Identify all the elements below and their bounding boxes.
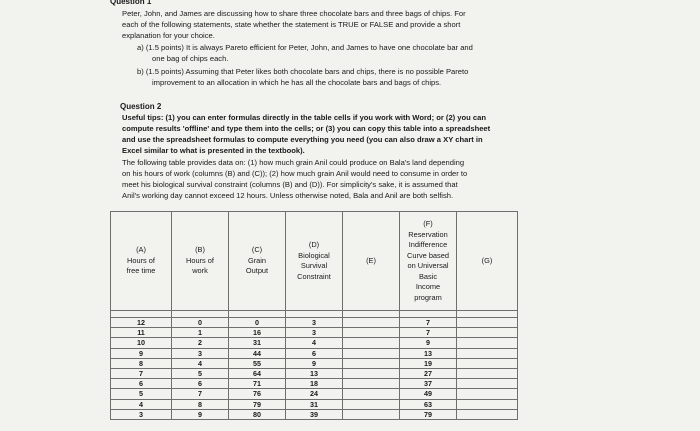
header-b-line-2: Hours of [186, 255, 214, 265]
grain-output-cell: 71 [229, 379, 286, 389]
spacer-cell [400, 311, 457, 318]
column-e-cell [343, 338, 400, 348]
header-c [229, 212, 286, 311]
spacer-cell [111, 311, 172, 318]
column-e-cell [343, 328, 400, 338]
header-a-line-1: (A) [136, 245, 146, 255]
header-b [172, 212, 229, 311]
header-g-line-1: (G) [481, 255, 493, 265]
header-f-line-3: Indifference [408, 240, 448, 249]
header-a-line-3: free time [126, 266, 156, 276]
reservation-curve-cell: 37 [400, 379, 457, 389]
spacer-cell [172, 311, 229, 318]
question-1-intro-line-2: each of the following statements, state whether the statement is TRUE or FALSE and provide a short [122, 20, 461, 29]
survival-constraint-cell: 13 [286, 368, 343, 378]
column-e-cell [343, 348, 400, 358]
column-g-cell [457, 328, 518, 338]
hours-work-cell: 2 [172, 338, 229, 348]
question-1-intro-line-1: Peter, John, and James are discussing how to share three chocolate bars and three bags of chips. For [122, 9, 466, 18]
free-time-cell: 10 [111, 338, 172, 348]
survival-constraint-cell: 6 [286, 348, 343, 358]
question-2-tip-line-3: and use the spreadsheet formulas to compute everything you need (you can also draw a XY chart in [122, 135, 483, 144]
question-2-title: Question 2 [120, 102, 162, 111]
hours-work-cell: 5 [172, 368, 229, 378]
grain-output-cell: 31 [229, 338, 286, 348]
header-f-line-4: Curve based [407, 250, 449, 260]
header-d-line-2: Biological [298, 250, 330, 260]
header-a-line-2: Hours of [127, 255, 155, 265]
free-time-cell: 12 [111, 318, 172, 328]
hours-work-cell: 6 [172, 379, 229, 389]
question-2-para-line-2: on his hours of work (columns (B) and (C)); (2) how much grain Anil would need to consume in order to [122, 169, 468, 178]
reservation-curve-cell: 13 [400, 348, 457, 358]
table-body [111, 318, 518, 420]
header-f-line-8: program [414, 292, 442, 302]
grain-output-cell: 80 [229, 409, 286, 419]
table-spacer-row [111, 311, 518, 318]
reservation-curve-cell: 7 [400, 328, 457, 338]
free-time-cell: 8 [111, 358, 172, 368]
question-2-tip-line-4: Excel similar to what is presented in the textbook). [122, 146, 305, 155]
header-d-line-3: Survival [300, 261, 328, 270]
grain-output-cell: 76 [229, 389, 286, 399]
header-f [400, 212, 457, 311]
table-row [111, 409, 518, 419]
grain-output-cell: 16 [229, 328, 286, 338]
column-g-cell [457, 338, 518, 348]
hours-work-cell: 8 [172, 399, 229, 409]
hours-work-cell: 0 [172, 318, 229, 328]
question-1-title: Question 1 [110, 0, 152, 6]
column-g-cell [457, 409, 518, 419]
table-row [111, 368, 518, 378]
free-time-cell: 7 [111, 368, 172, 378]
header-a [111, 212, 172, 311]
table-header-row [111, 212, 518, 311]
grain-output-cell: 44 [229, 348, 286, 358]
header-e [343, 212, 400, 311]
question-1-part-a-line-2: one bag of chips each. [152, 54, 229, 63]
question-2-para-line-1: The following table provides data on: (1) how much grain Anil could produce on Bala's land depending [122, 158, 465, 167]
column-g-cell [457, 318, 518, 328]
free-time-cell: 11 [111, 328, 172, 338]
reservation-curve-cell: 19 [400, 358, 457, 368]
grain-data-table [110, 211, 518, 420]
header-e-line-1: (E) [366, 255, 376, 265]
table-row [111, 328, 518, 338]
free-time-cell: 9 [111, 348, 172, 358]
reservation-curve-cell: 27 [400, 368, 457, 378]
header-d [286, 212, 343, 311]
question-1-part-b-line-2: improvement to an allocation in which he has all the chocolate bars and bags of chips. [152, 78, 442, 87]
column-e-cell [343, 368, 400, 378]
table-row [111, 338, 518, 348]
reservation-curve-cell: 79 [400, 409, 457, 419]
hours-work-cell: 3 [172, 348, 229, 358]
header-c-line-3: Output [245, 266, 269, 276]
header-c-line-1: (C) [251, 245, 263, 255]
column-e-cell [343, 409, 400, 419]
question-1-part-b-line-1: b) (1.5 points) Assuming that Peter likes both chocolate bars and chips, there is no possible Pareto [137, 67, 469, 76]
column-e-cell [343, 399, 400, 409]
header-f-line-1: (F) [423, 219, 433, 228]
header-g [457, 212, 518, 311]
grain-output-cell: 55 [229, 358, 286, 368]
spacer-cell [457, 311, 518, 318]
question-1-part-a-line-1: a) (1.5 points) It is always Pareto efficient for Peter, John, and James to have one chocolate bar and [137, 43, 473, 52]
free-time-cell: 5 [111, 389, 172, 399]
table-row [111, 348, 518, 358]
free-time-cell: 3 [111, 409, 172, 419]
grain-output-cell: 64 [229, 368, 286, 378]
table-row [111, 379, 518, 389]
survival-constraint-cell: 3 [286, 318, 343, 328]
survival-constraint-cell: 18 [286, 379, 343, 389]
header-f-line-5: on Universal [407, 261, 449, 270]
column-g-cell [457, 389, 518, 399]
table-row [111, 399, 518, 409]
table-row [111, 358, 518, 368]
free-time-cell: 4 [111, 399, 172, 409]
reservation-curve-cell: 7 [400, 318, 457, 328]
spacer-cell [229, 311, 286, 318]
column-g-cell [457, 368, 518, 378]
survival-constraint-cell: 3 [286, 328, 343, 338]
header-b-line-3: work [192, 266, 208, 276]
column-e-cell [343, 379, 400, 389]
spacer-cell [286, 311, 343, 318]
hours-work-cell: 9 [172, 409, 229, 419]
question-2-tip-line-2: compute results 'offline' and type them into the cells; or (3) you can copy this table into a spreadsheet [122, 124, 491, 133]
hours-work-cell: 1 [172, 328, 229, 338]
header-d-line-1: (D) [308, 240, 320, 249]
header-f-line-6: Basic [418, 271, 438, 281]
hours-work-cell: 4 [172, 358, 229, 368]
column-g-cell [457, 348, 518, 358]
hours-work-cell: 7 [172, 389, 229, 399]
header-f-line-7: Income [415, 282, 441, 291]
column-e-cell [343, 389, 400, 399]
header-b-line-1: (B) [195, 245, 205, 255]
reservation-curve-cell: 63 [400, 399, 457, 409]
survival-constraint-cell: 4 [286, 338, 343, 348]
header-c-line-2: Grain [247, 255, 267, 265]
question-2-tip-line-1: Useful tips: (1) you can enter formulas directly in the table cells if you work with Word; or (2) you can [122, 113, 486, 122]
table-row [111, 389, 518, 399]
survival-constraint-cell: 39 [286, 409, 343, 419]
grain-output-cell: 79 [229, 399, 286, 409]
grain-output-cell: 0 [229, 318, 286, 328]
question-1-intro-line-3: explanation for your choice. [122, 31, 215, 40]
free-time-cell: 6 [111, 379, 172, 389]
column-g-cell [457, 379, 518, 389]
header-f-line-2: Reservation [408, 229, 448, 239]
survival-constraint-cell: 31 [286, 399, 343, 409]
question-2-para-line-3: meet his biological survival constraint (columns (B) and (D)). For simplicity's sake, it is assumed that [122, 180, 458, 189]
reservation-curve-cell: 49 [400, 389, 457, 399]
column-e-cell [343, 318, 400, 328]
survival-constraint-cell: 24 [286, 389, 343, 399]
question-2-para-line-4: Anil's working day cannot exceed 12 hours. Unless otherwise noted, Bala and Anil are both selfish. [122, 191, 454, 200]
column-e-cell [343, 358, 400, 368]
reservation-curve-cell: 9 [400, 338, 457, 348]
header-d-line-4: Constraint [297, 271, 331, 281]
table-row [111, 318, 518, 328]
survival-constraint-cell: 9 [286, 358, 343, 368]
spacer-cell [343, 311, 400, 318]
column-g-cell [457, 358, 518, 368]
column-g-cell [457, 399, 518, 409]
